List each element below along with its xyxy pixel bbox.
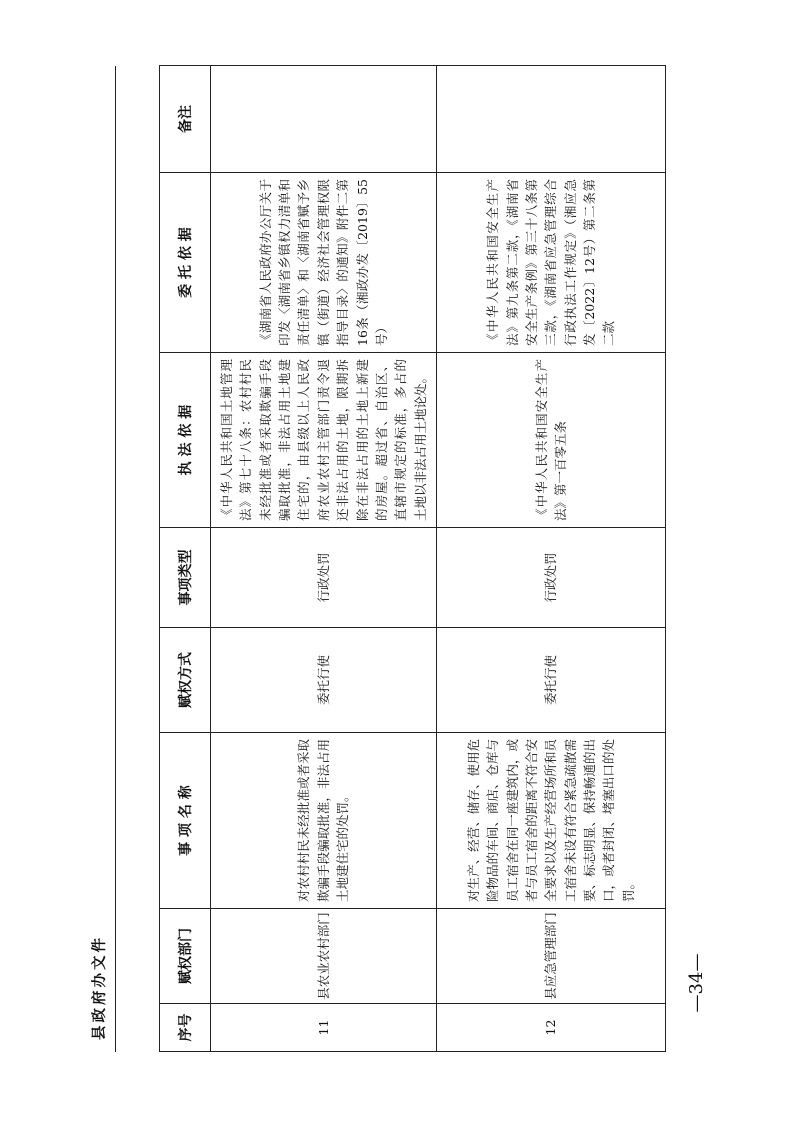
entrust-basis-text: 《湖南省人民政府办公厅关于印发〈湖南省乡镇权力清单和责任清单〉和〈湖南省赋予乡镇（街道）经济社会管理权限指导目录〉的通知》附件二第16条（湘政办发〔2019〕55号） [257,179,389,346]
col-header-entrust-basis: 委 托 依 据 [160,173,211,353]
method-cell: 委托行使 [211,628,437,733]
law-basis-text: 《中华人民共和国安全生产法》第一百零五条 [533,359,568,521]
table-row [437,66,666,1052]
item-text: 对农村村民未经批准或者采取欺骗手段骗取批准，非法占用土地建住宅的处罚。 [296,739,351,902]
col-header-method: 赋权方式 [160,628,211,733]
method-cell: 委托行使 [437,628,666,733]
table-header-row [160,66,211,1052]
table-row [211,66,437,1052]
item-cell [437,733,666,909]
law-basis-text: 《中华人民共和国土地管理法》第七十八条：农村村民未经批准或者采取欺骗手段骗取批准，非法占用土地建住宅的，由县级以上人民政府农业农村主管部门责令退还非法占用的土地，限期拆除在非法占用的土地上新建的房屋。超过省、自治区、直辖市规定的标准，多占的土地以非法占用土地论处。 [218,359,428,521]
page-number: —34— [686,953,707,1013]
col-header-item: 事 项 名 称 [160,733,211,909]
col-header-no: 序号 [160,1004,211,1052]
entrust-basis-cell [437,173,666,353]
law-basis-cell [211,353,437,528]
row-number: 11 [211,1004,437,1052]
col-header-type: 事项类型 [160,528,211,628]
col-header-dept: 赋权部门 [160,909,211,1004]
type-cell: 行政处罚 [437,528,666,628]
col-header-law-basis: 执 法 依 据 [160,353,211,528]
note-cell [437,66,666,173]
entrust-basis-text: 《中华人民共和国安全生产法》第九条第二款，《湖南省安全生产条例》第三十八条第三款，《湖南省应急管理综合行政执法工作规定》（湘应急发〔2022〕12号）第二条第二款 [485,179,617,346]
dept-cell: 县农业农村部门 [211,909,437,1004]
entrustment-table [159,65,666,1052]
item-cell [211,733,437,909]
item-text: 对生产、经营、储存、使用危险物品的车间、商店、仓库与员工宿舍在同一座建筑内，或者与员工宿舍的距离不符合安全要求以及生产经营场所和员工宿舍未设有符合紧急疏散需要、标志明显、保持畅通的出口，或者封闭、堵塞出口的处罚。 [465,739,636,902]
dept-cell: 县应急管理部门 [437,909,666,1004]
entrust-basis-cell [211,173,437,353]
law-basis-cell [437,353,666,528]
row-number: 12 [437,1004,666,1052]
entrustment-table-wrapper [159,66,664,1052]
running-header: 县政府办文件 [92,935,108,1040]
type-cell: 行政处罚 [211,528,437,628]
note-cell [211,66,437,173]
margin-rule [115,66,116,1052]
col-header-note: 备注 [160,66,211,173]
